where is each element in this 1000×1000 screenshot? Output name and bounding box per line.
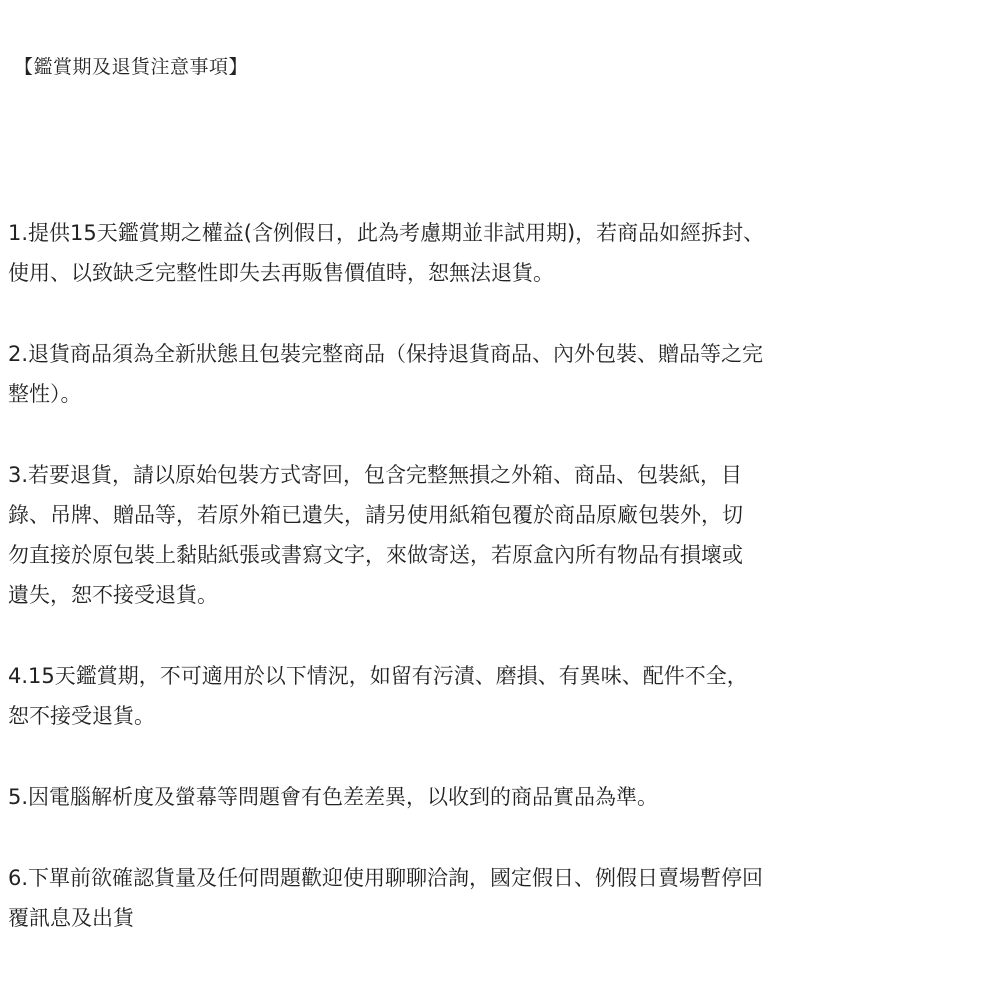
notice-line: 5.因電腦解析度及螢幕等問題會有色差差異，以收到的商品實品為準。: [8, 785, 659, 809]
notice-line: 2.退貨商品須為全新狀態且包裝完整商品（保持退貨商品、內外包裝、贈品等之完: [8, 342, 764, 366]
notice-line: 1.提供15天鑑賞期之權益(含例假日，此為考慮期並非試用期)，若商品如經拆封、: [8, 221, 765, 245]
notice-line: 恕不接受退貨。: [8, 704, 155, 728]
notice-line: 整性）。: [8, 382, 82, 406]
notice-line: 遺失，恕不接受退貨。: [8, 583, 218, 607]
notice-item-3: [8, 455, 992, 615]
page-title: 【鑑賞期及退貨注意事項】: [14, 56, 249, 78]
notice-line: 錄、吊牌、贈品等，若原外箱已遺失，請另使用紙箱包覆於商品原廠包裝外，切: [8, 503, 743, 527]
notice-line: 使用、以致缺乏完整性即失去再販售價值時，恕無法退貨。: [8, 261, 554, 285]
notice-item-4: [8, 656, 992, 736]
notice-line: 3.若要退貨，請以原始包裝方式寄回，包含完整無損之外箱、商品、包裝紙，目: [8, 463, 743, 487]
notice-line: 勿直接於原包裝上黏貼紙張或書寫文字，來做寄送，若原盒內所有物品有損壞或: [8, 543, 743, 567]
notice-line: 覆訊息及出貨: [8, 906, 134, 930]
notice-item-6: [8, 858, 992, 938]
notice-item-2: [8, 334, 992, 414]
notice-list: [8, 213, 992, 979]
notice-item-5: [8, 777, 992, 817]
notice-item-1: [8, 213, 992, 293]
notice-line: 6.下單前欲確認貨量及任何問題歡迎使用聊聊洽詢，國定假日、例假日賣場暫停回: [8, 866, 764, 890]
notice-line: 4.15天鑑賞期，不可適用於以下情況，如留有污漬、磨損、有異味、配件不全，: [8, 664, 748, 688]
